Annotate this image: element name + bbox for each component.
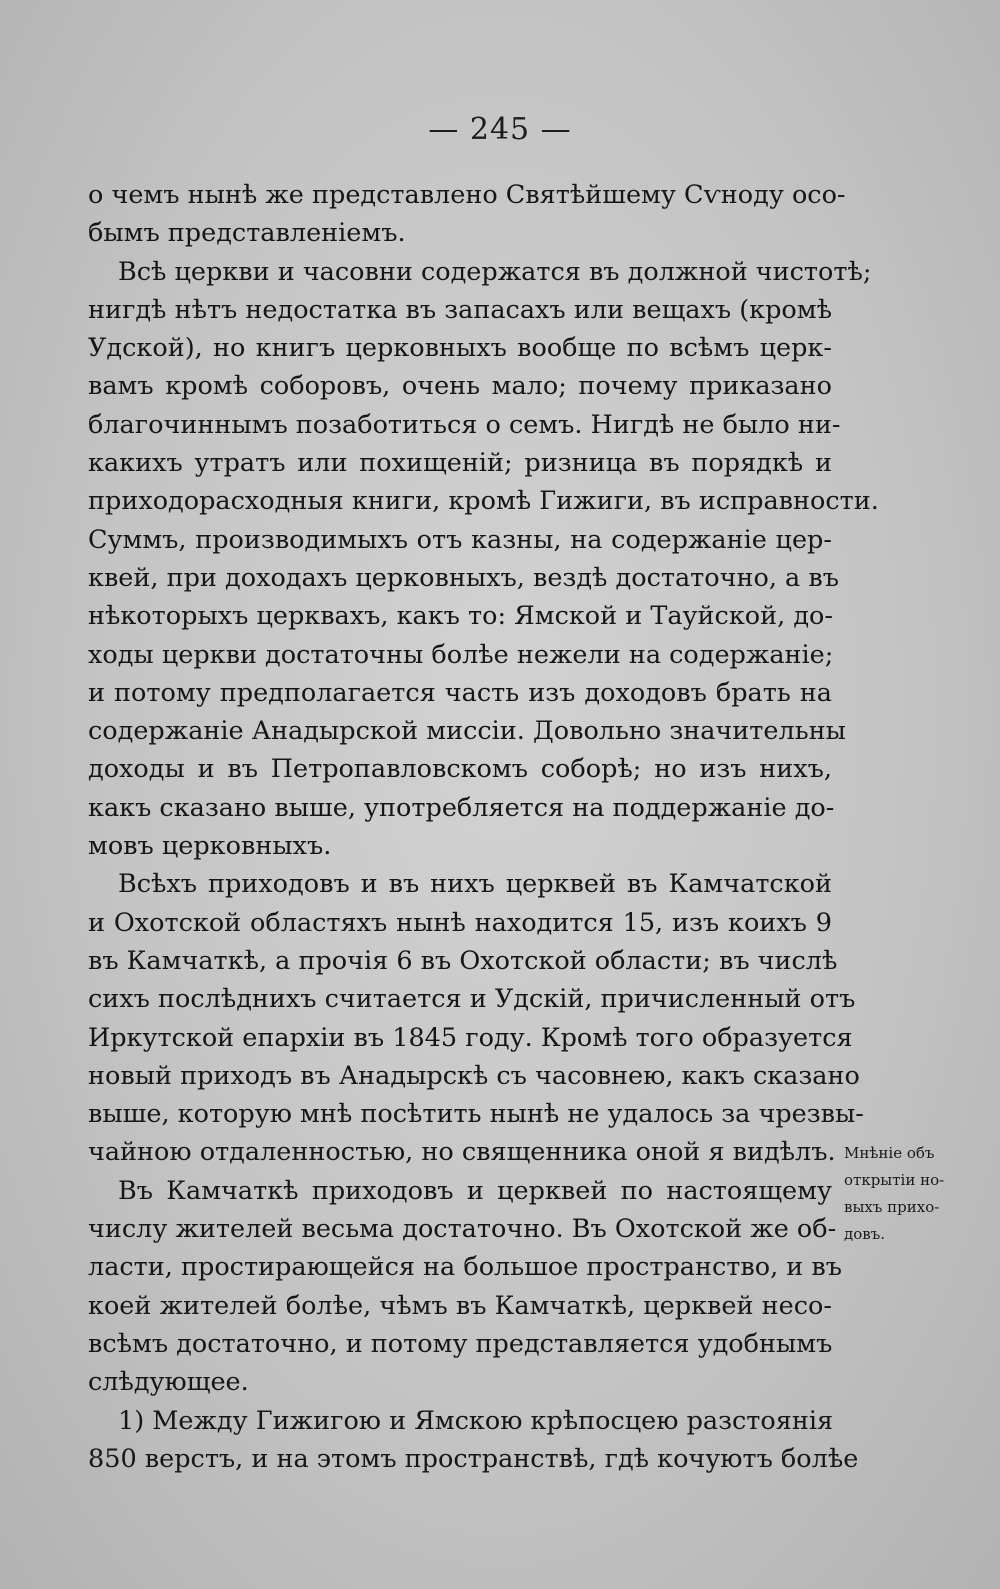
text-line: новый приходъ въ Анадырскѣ съ часовнею, какъ сказано bbox=[88, 1060, 860, 1091]
margin-note-line: Мнѣніе объ bbox=[844, 1144, 935, 1162]
text-line: Суммъ, производимыхъ отъ казны, на содержаніе цер- bbox=[88, 524, 832, 555]
text-line: чайною отдаленностью, но священника оной я видѣлъ. bbox=[88, 1137, 836, 1168]
text-line: какъ сказано выше, употребляется на поддержаніе до- bbox=[88, 792, 835, 823]
text-line: слѣдующее. bbox=[88, 1367, 249, 1398]
text-line: и потому предполагается часть изъ доходовъ брать на bbox=[88, 677, 832, 708]
text-line: сихъ послѣднихъ считается и Удскій, причисленный отъ bbox=[88, 984, 856, 1015]
body-text bbox=[88, 176, 879, 1478]
text-line: нигдѣ нѣтъ недостатка въ запасахъ или вещахъ (кромѣ bbox=[88, 294, 832, 325]
text-line: мовъ церковныхъ. bbox=[88, 831, 332, 862]
text-line: Иркутской епархіи въ 1845 году. Кромѣ того образуется bbox=[88, 1022, 853, 1053]
text-line: нѣкоторыхъ церквахъ, какъ то: Ямской и Тауйской, до- bbox=[88, 601, 834, 632]
text-line: числу жителей весьма достаточно. Въ Охотской же об- bbox=[88, 1214, 837, 1245]
text-line: 850 верстъ, и на этомъ пространствѣ, гдѣ кочуютъ болѣе bbox=[88, 1443, 859, 1474]
text-line: бымъ представленіемъ. bbox=[88, 218, 406, 249]
text-line: содержаніе Анадырской миссіи. Довольно значительны bbox=[88, 716, 846, 747]
text-line: какихъ утратъ или похищеній; ризница въ порядкѣ и bbox=[88, 448, 832, 479]
margin-note-line: довъ. bbox=[844, 1225, 886, 1243]
margin-note-line: выхъ прихо- bbox=[844, 1198, 940, 1216]
text-line: квей, при доходахъ церковныхъ, вездѣ достаточно, а въ bbox=[88, 562, 839, 593]
text-line: доходы и въ Петропавловскомъ соборѣ; но изъ нихъ, bbox=[88, 754, 832, 785]
text-line: Всѣхъ приходовъ и въ нихъ церквей въ Камчатской bbox=[118, 869, 832, 900]
text-line: приходорасходныя книги, кромѣ Гижиги, въ исправности. bbox=[88, 486, 879, 517]
text-line: Въ Камчаткѣ приходовъ и церквей по настоящему bbox=[118, 1175, 832, 1206]
text-line: въ Камчаткѣ, а прочія 6 въ Охотской области; въ числѣ bbox=[88, 945, 838, 976]
text-line: о чемъ нынѣ же представлено Святѣйшему Сѵноду осо- bbox=[88, 180, 846, 210]
text-line: и Охотской областяхъ нынѣ находится 15, изъ коихъ 9 bbox=[88, 907, 832, 938]
text-line: Всѣ церкви и часовни содержатся въ должной чистотѣ; bbox=[118, 256, 872, 287]
text-line: всѣмъ достаточно, и потому представляется удобнымъ bbox=[88, 1328, 833, 1359]
text-line: вамъ кромѣ соборовъ, очень мало; почему приказано bbox=[88, 371, 832, 402]
text-line: 1) Между Гижигою и Ямскою крѣпосцею разстоянія bbox=[118, 1405, 834, 1436]
margin-note-line: открытіи но- bbox=[844, 1171, 945, 1189]
text-line: ласти, простирающейся на большое пространство, и въ bbox=[88, 1252, 842, 1283]
text-line: коей жителей болѣе, чѣмъ въ Камчаткѣ, церквей несо- bbox=[88, 1290, 832, 1321]
margin-note bbox=[844, 1140, 964, 1248]
text-line: благочиннымъ позаботиться о семъ. Нигдѣ не было ни- bbox=[88, 409, 841, 440]
page-number: — 245 — bbox=[428, 112, 572, 147]
text-line: ходы церкви достаточны болѣе нежели на содержаніе; bbox=[88, 639, 834, 670]
text-line: выше, которую мнѣ посѣтить нынѣ не удалось за чрезвы- bbox=[88, 1099, 864, 1130]
text-line: Удской), но книгъ церковныхъ вообще по всѣмъ церк- bbox=[88, 333, 832, 364]
